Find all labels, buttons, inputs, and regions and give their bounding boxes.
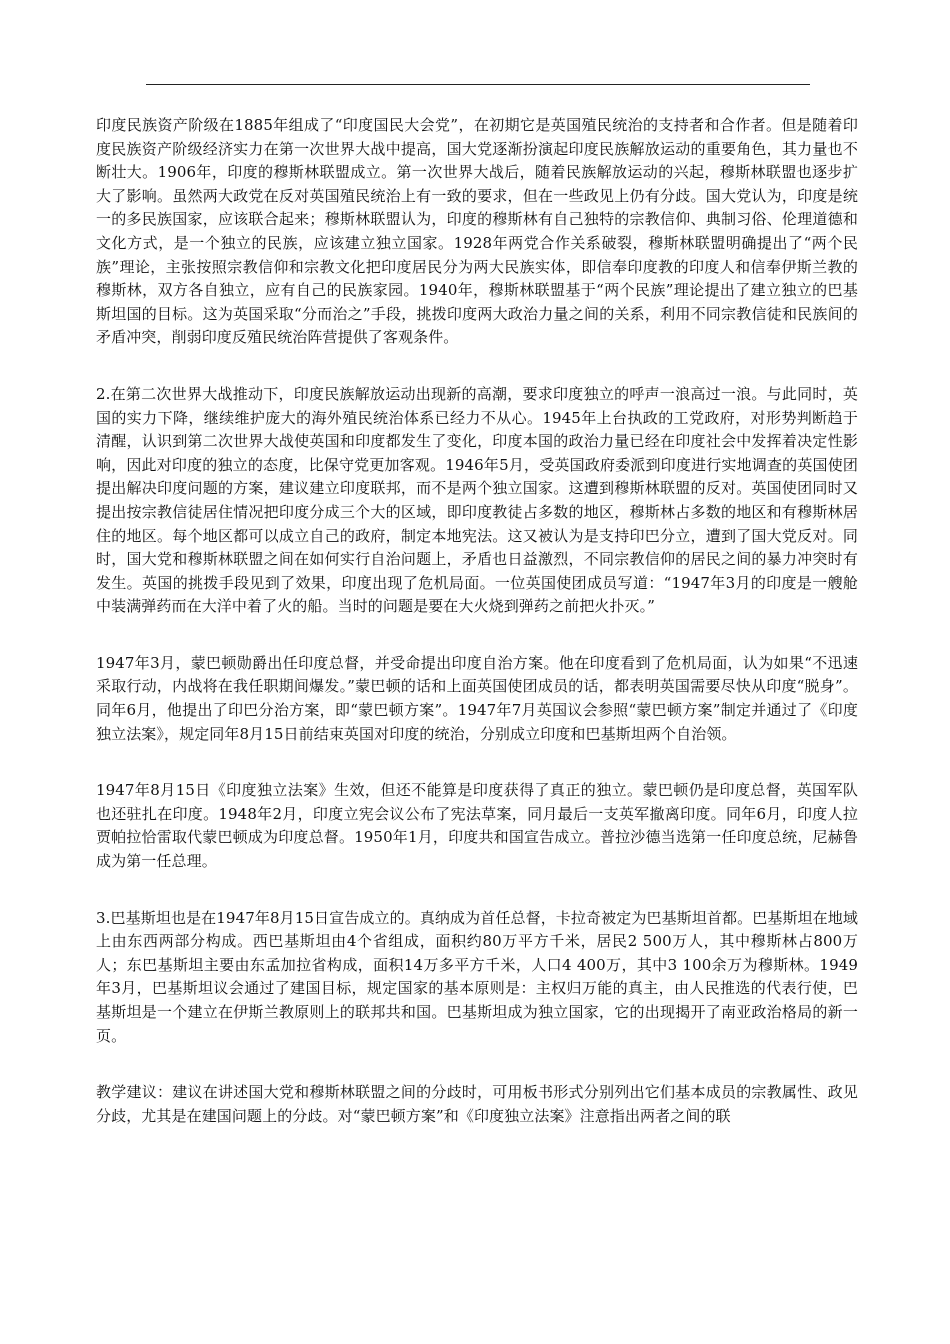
paragraph-mountbatten-plan: 1947年3月，蒙巴顿勋爵出任印度总督，并受命提出印度自治方案。他在印度看到了危机局面，认为如果“不迅速采取行动，内战将在我任职期间爆发。”蒙巴顿的话和上面英国使团成员的话，都表明英国需要尽快从印度“脱身”。同年6月，他提出了印巴分治方案，即“蒙巴顿方案”。1947年7月英国议会参照“蒙巴顿方案”制定并通过了《印度独立法案》，规定同年8月15日前结束英国对印度的统治，分别成立印度和巴基斯坦两个自治领。 bbox=[96, 653, 858, 743]
document-body bbox=[96, 114, 858, 1161]
header-rule bbox=[146, 84, 810, 85]
paragraph-origins: 印度民族资产阶级在1885年组成了“印度国民大会党”，在初期它是英国殖民统治的支持者和合作者。但是随着印度民族资产阶级经济实力在第一次世界大战中提高，国大党逐渐扮演起印度民族解放运动的重要角色，其力量也不断壮大。1906年，印度的穆斯林联盟成立。第一次世界大战后，随着民族解放运动的兴起，穆斯林联盟也逐步扩大了影响。虽然两大政党在反对英国殖民统治上有一致的要求，但在一些政见上仍有分歧。国大党认为，印度是统一的多民族国家，应该联合起来；穆斯林联盟认为，印度的穆斯林有自己独特的宗教信仰、典制习俗、伦理道德和文化方式，是一个独立的民族，应该建立独立国家。1928年两党合作关系破裂，穆斯林联盟明确提出了“两个民族”理论，主张按照宗教信仰和宗教文化把印度居民分为两大民族实体，即信奉印度教的印度人和信奉伊斯兰教的穆斯林，双方各自独立，应有自己的民族家园。1940年，穆斯林联盟基于“两个民族”理论提出了建立独立的巴基斯坦国的目标。这为英国采取“分而治之”手段，挑拨印度两大政治力量之间的关系，利用不同宗教信徒和民族间的矛盾冲突，削弱印度反殖民统治阵营提供了客观条件。 bbox=[96, 116, 858, 347]
paragraph-india-republic: 1947年8月15日《印度独立法案》生效，但还不能算是印度获得了真正的独立。蒙巴顿仍是印度总督，英国军队也还驻扎在印度。1948年2月，印度立宪会议公布了宪法草案，同月最后一支英军撤离印度。同年6月，印度人拉贾帕拉恰雷取代蒙巴顿成为印度总督。1950年1月，印度共和国宣告成立。普拉沙德当选第一任印度总统，尼赫鲁成为第一任总理。 bbox=[96, 781, 858, 871]
paragraph-teaching-advice: 教学建议：建议在讲述国大党和穆斯林联盟之间的分歧时，可用板书形式分别列出它们基本成员的宗教属性、政见分歧，尤其是在建国问题上的分歧。对“蒙巴顿方案”和《印度独立法案》注意指出两者之间的联 bbox=[96, 1083, 858, 1125]
paragraph-ww2-independence: 2.在第二次世界大战推动下，印度民族解放运动出现新的高潮，要求印度独立的呼声一浪高过一浪。与此同时，英国的实力下降，继续维护庞大的海外殖民统治体系已经力不从心。1945年上台执政的工党政府，对形势判断趋于清醒，认识到第二次世界大战使英国和印度都发生了变化，印度本国的政治力量已经在印度社会中发挥着决定性影响，因此对印度的独立的态度，比保守党更加客观。1946年5月，受英国政府委派到印度进行实地调查的英国使团提出解决印度问题的方案，建议建立印度联邦，而不是两个独立国家。这遭到穆斯林联盟的反对。英国使团同时又提出按宗教信徒居住情况把印度分成三个大的区域，即印度教徒占多数的地区，穆斯林占多数的地区和有穆斯林居住的地区。每个地区都可以成立自己的政府，制定本地宪法。这又被认为是支持印巴分立，遭到了国大党反对。同时，国大党和穆斯林联盟之间在如何实行自治问题上，矛盾也日益激烈，不同宗教信仰的居民之间的暴力冲突时有发生。英国的挑拨手段见到了效果，印度出现了危机局面。一位英国使团成员写道：“1947年3月的印度是一艘舱中装满弹药而在大洋中着了火的船。当时的问题是要在大火烧到弹药之前把火扑灭。” bbox=[96, 384, 858, 616]
paragraph-pakistan: 3.巴基斯坦也是在1947年8月15日宣告成立的。真纳成为首任总督，卡拉奇被定为巴基斯坦首都。巴基斯坦在地域上由东西两部分构成。西巴基斯坦由4个省组成，面积约80万平方千米，居民2 500万人，其中穆斯林占800万人；东巴基斯坦主要由东孟加拉省构成，面积14万多平方千米，人口4 400万，其中3 100余万为穆斯林。1949年3月，巴基斯坦议会通过了建国目标，规定国家的基本原则是：主权归万能的真主，由人民推选的代表行使，巴基斯坦是一个建立在伊斯兰教原则上的联邦共和国。巴基斯坦成为独立国家，它的出现揭开了南亚政治格局的新一页。 bbox=[96, 908, 858, 1045]
